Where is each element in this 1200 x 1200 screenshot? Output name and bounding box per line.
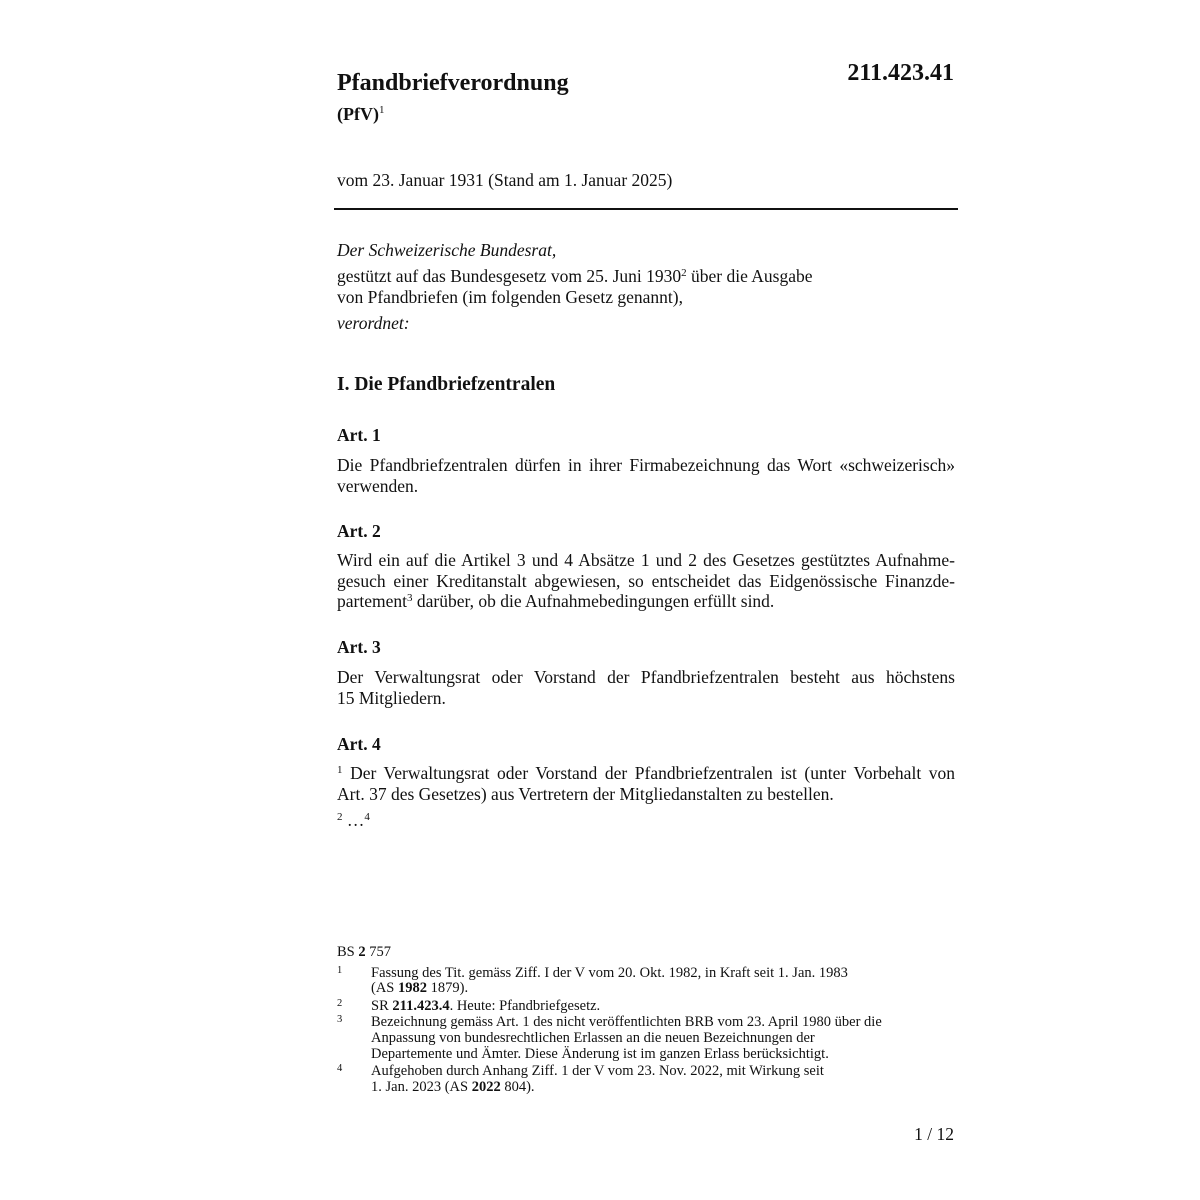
article-2-line-2: gesuch einer Kreditanstalt abgewiesen, so entscheidet das Eidgenössische Finanzde- — [337, 570, 955, 591]
footnote-ref-1[interactable]: 1 — [378, 104, 385, 116]
footnote-1-line-2-b: 1879). — [427, 980, 469, 996]
article-4-paragraph-2 — [337, 810, 370, 831]
article-2-line-3-a: partement — [337, 591, 407, 611]
paragraph-number-1: 1 — [337, 764, 343, 776]
document-title: Pfandbriefverordnung — [337, 70, 569, 96]
footnote-source-b: 757 — [365, 944, 391, 960]
footnote-4-line-1: Aufgehoben durch Anhang Ziff. 1 der V vom 23. Nov. 2022, mit Wirkung seit — [371, 1063, 824, 1079]
article-2-heading: Art. 2 — [337, 521, 381, 541]
footnote-3-line-1: Bezeichnung gemäss Art. 1 des nicht veröffentlichten BRB vom 23. April 1980 über die — [371, 1014, 882, 1030]
footnote-3-number: 3 — [337, 1014, 343, 1025]
article-3-text — [337, 667, 955, 708]
footnote-ref-4[interactable]: 4 — [364, 811, 370, 823]
footnote-4-line-2-b: 804). — [500, 1079, 535, 1095]
preamble-basis-line-1 — [337, 266, 813, 287]
article-3-line-1: Der Verwaltungsrat oder Vorstand der Pfandbriefzentralen besteht aus höchstens — [337, 667, 955, 687]
footnote-source — [337, 946, 391, 959]
preamble-basis-text-a: gestützt auf das Bundesgesetz vom 25. Juni 1930 — [337, 266, 682, 286]
footnote-2-line-1-bold: 211.423.4 — [392, 998, 450, 1014]
footnote-source-a: BS — [337, 944, 359, 960]
article-1-text — [337, 455, 955, 496]
footnote-1-line-2 — [371, 982, 468, 995]
article-1-heading: Art. 1 — [337, 425, 381, 445]
article-2-text — [337, 550, 955, 612]
article-4-heading: Art. 4 — [337, 734, 381, 754]
article-1-line-2: verwenden. — [337, 475, 419, 496]
paragraph-number-2: 2 — [337, 811, 343, 823]
footnote-1-line-2-a: (AS — [371, 980, 398, 996]
footnote-3-line-3: Departemente und Ämter. Diese Änderung ist im ganzen Erlass berücksichtigt. — [371, 1046, 829, 1062]
preamble-decree: verordnet: — [337, 313, 410, 333]
footnote-4-line-2-bold: 2022 — [471, 1079, 501, 1095]
date-line: vom 23. Januar 1931 (Stand am 1. Januar 2025) — [337, 170, 673, 190]
sr-number: 211.423.41 — [847, 60, 954, 86]
footnote-3-line-2: Anpassung von bundesrechtlichen Erlassen an die neuen Bezeichnungen der — [371, 1030, 815, 1046]
article-2-line-3-b: darüber, ob die Aufnahmebedingungen erfüllt sind. — [412, 591, 775, 611]
article-2-line-1: Wird ein auf die Artikel 3 und 4 Absätze 1 und 2 des Gesetzes gestütztes Aufnahme- — [337, 550, 955, 570]
article-3-heading: Art. 3 — [337, 637, 381, 657]
footnote-4-line-2 — [371, 1081, 535, 1094]
abbreviation-text: (PfV) — [337, 104, 379, 124]
preamble-basis-text-b: über die Ausgabe — [686, 266, 813, 286]
page-number: 1 / 12 — [914, 1124, 954, 1144]
footnote-4-line-2-a: 1. Jan. 2023 (AS — [371, 1079, 472, 1095]
footnote-2-line-1 — [371, 1000, 600, 1013]
article-4-text — [337, 763, 955, 804]
article-4-ellipsis: … — [342, 810, 365, 830]
footnote-source-bold: 2 — [358, 944, 366, 960]
article-2-line-3 — [337, 591, 955, 612]
document-abbreviation — [337, 104, 384, 125]
article-3-line-2: 15 Mitgliedern. — [337, 687, 446, 708]
footnote-2-line-1-a: SR — [371, 998, 393, 1014]
footnote-ref-3[interactable]: 3 — [406, 592, 413, 604]
footnote-ref-2[interactable]: 2 — [681, 267, 687, 279]
footnote-1-line-1: Fassung des Tit. gemäss Ziff. I der V vom 20. Okt. 1982, in Kraft seit 1. Jan. 1983 — [371, 965, 848, 981]
preamble-authority: Der Schweizerische Bundesrat, — [337, 240, 557, 260]
section-title: I. Die Pfandbriefzentralen — [337, 374, 556, 395]
footnote-2-number: 2 — [337, 998, 343, 1009]
footnote-4-number: 4 — [337, 1063, 343, 1074]
footnote-1-number: 1 — [337, 965, 343, 976]
article-4-line-1 — [337, 763, 955, 784]
footnote-2-line-1-b: . Heute: Pfandbriefgesetz. — [449, 998, 601, 1014]
header-divider — [334, 208, 958, 210]
preamble-basis-line-2: von Pfandbriefen (im folgenden Gesetz genannt), — [337, 287, 683, 307]
article-4-line-2: Art. 37 des Gesetzes) aus Vertretern der Mitgliedanstalten zu bestellen. — [337, 783, 834, 804]
article-4-line-1-text: Der Verwaltungsrat oder Vorstand der Pfandbriefzentralen ist (unter Vorbehalt von — [342, 763, 955, 783]
footnote-1-line-2-bold: 1982 — [398, 980, 427, 996]
article-1-line-1: Die Pfandbriefzentralen dürfen in ihrer Firmabezeichnung das Wort «schweizerisch» — [337, 455, 955, 475]
